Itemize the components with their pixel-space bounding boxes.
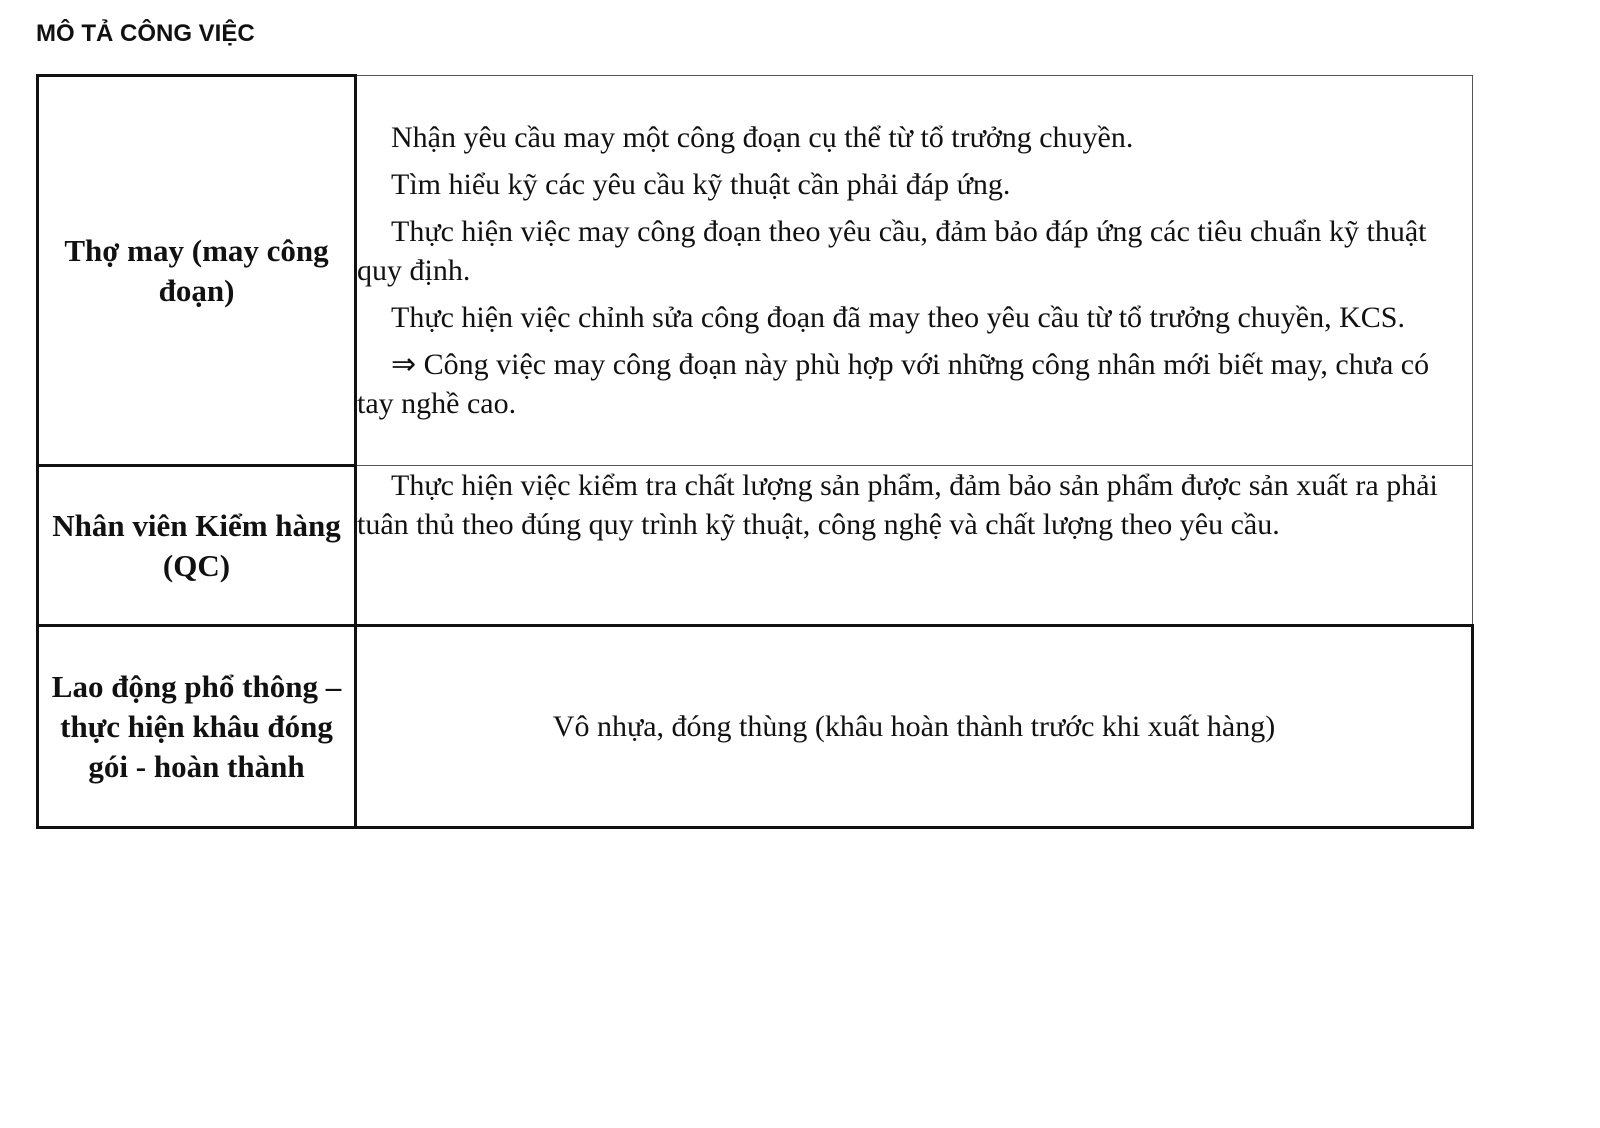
description-cell bbox=[356, 466, 1473, 626]
table-row bbox=[38, 626, 1473, 828]
role-cell: Nhân viên Kiểm hàng (QC) bbox=[38, 466, 356, 626]
description-cell bbox=[356, 76, 1473, 466]
page-heading: MÔ TẢ CÔNG VIỆC bbox=[36, 20, 255, 47]
description-cell bbox=[356, 626, 1473, 828]
role-cell: Lao động phổ thông – thực hiện khâu đóng gói - hoàn thành bbox=[38, 626, 356, 828]
job-description-table bbox=[36, 74, 1474, 829]
table-row bbox=[38, 76, 1473, 466]
description-paragraph: Vô nhựa, đóng thùng (khâu hoàn thành trước khi xuất hàng) bbox=[552, 710, 1276, 743]
conclusion-paragraph: ⇒ Công việc may công đoạn này phù hợp với những công nhân mới biết may, chưa có tay nghề cao. bbox=[357, 348, 1430, 420]
role-cell: Thợ may (may công đoạn) bbox=[38, 76, 356, 466]
description-paragraph: Thực hiện việc kiểm tra chất lượng sản phẩm, đảm bảo sản phẩm được sản xuất ra phải tuân thủ theo đúng quy trình kỹ thuật, công nghệ và chất lượng theo yêu cầu. bbox=[357, 469, 1438, 541]
description-paragraph: Nhận yêu cầu may một công đoạn cụ thể từ tổ trưởng chuyền. bbox=[391, 121, 1134, 154]
description-paragraph: Thực hiện việc may công đoạn theo yêu cầu, đảm bảo đáp ứng các tiêu chuẩn kỹ thuật quy định. bbox=[357, 215, 1427, 287]
description-paragraph: Tìm hiểu kỹ các yêu cầu kỹ thuật cần phải đáp ứng. bbox=[391, 168, 1011, 201]
table-row bbox=[38, 466, 1473, 626]
description-paragraph: Thực hiện việc chỉnh sửa công đoạn đã may theo yêu cầu từ tổ trưởng chuyền, KCS. bbox=[391, 301, 1405, 334]
